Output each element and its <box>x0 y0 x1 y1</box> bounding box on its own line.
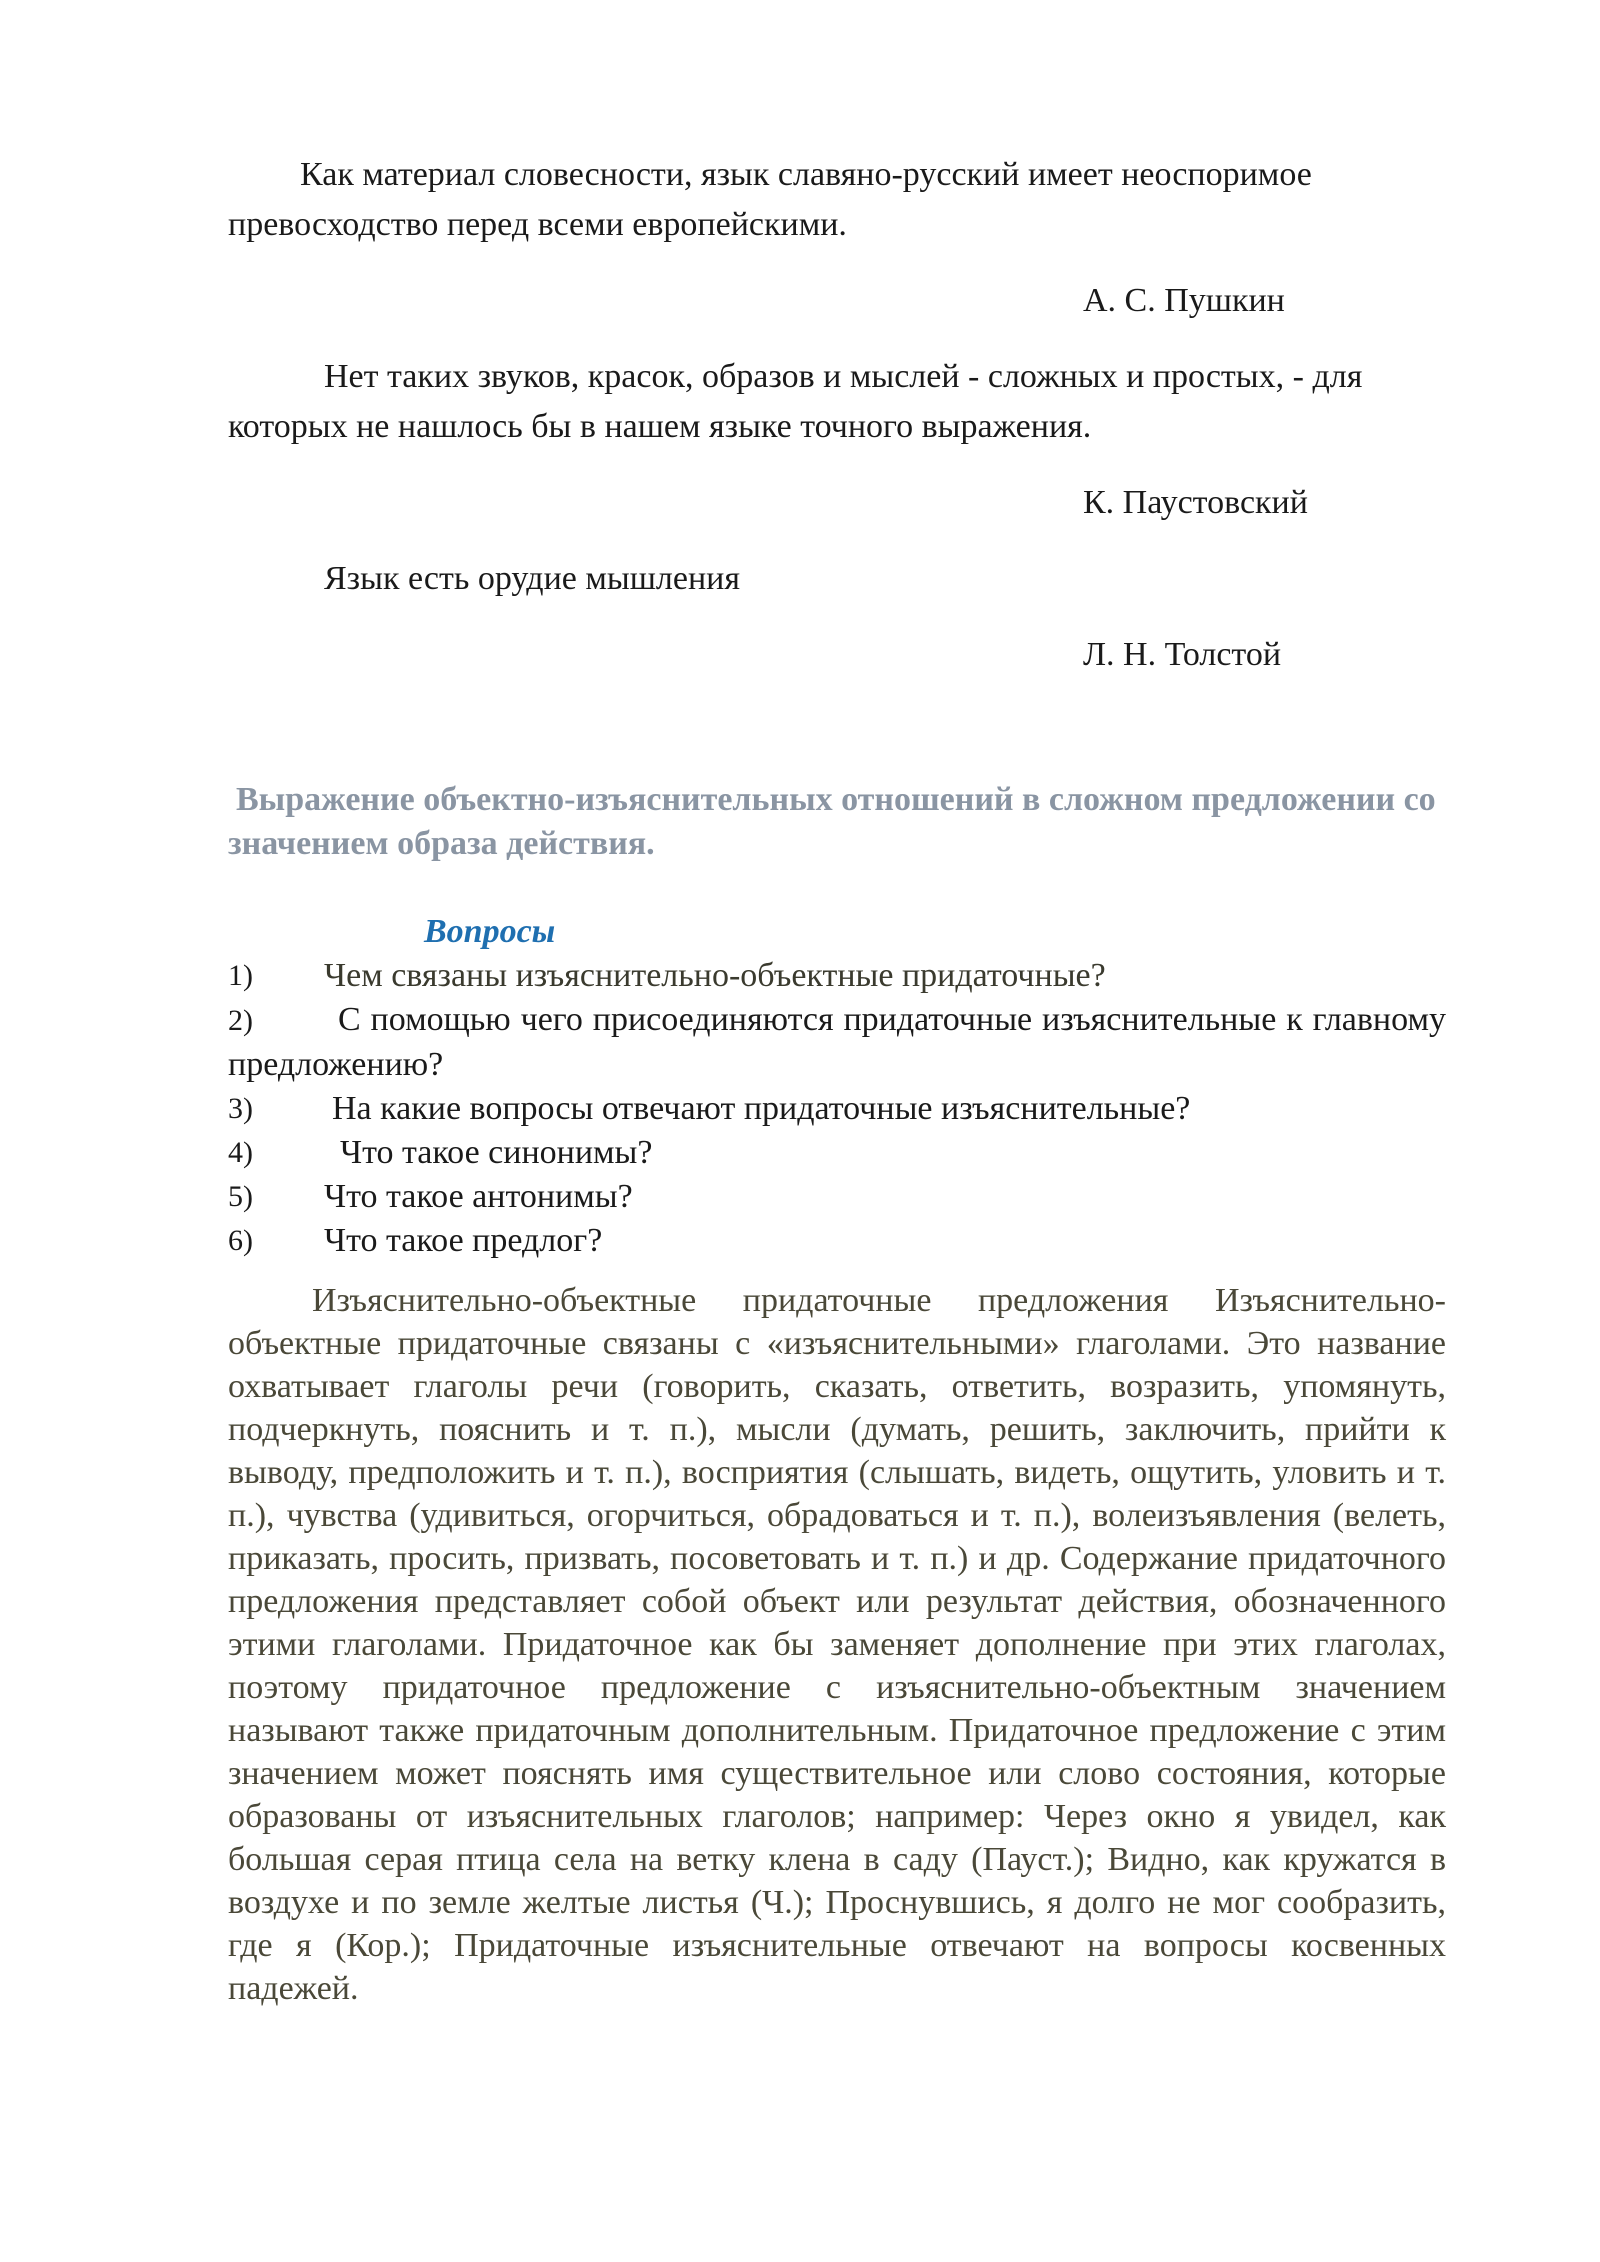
question-number: 6) <box>228 1224 253 1257</box>
question-number: 5) <box>228 1180 253 1213</box>
questions-heading: Вопросы <box>424 913 556 950</box>
section-spacer <box>228 706 1446 778</box>
body-paragraph: Изъяснительно-объектные придаточные предложения Изъяснительно-объектные придаточные связаны с «изъяснительными» глаголами. Это название охватывает глаголы речи (говорить, сказать, ответить, возразить, упомянуть, подчеркнуть, пояснить и т. п.), мысли (думать, решить, заключить, прийти к выводу, предположить и т. п.), восприятия (слышать, видеть, ощутить, уловить и т. п.), чувства (удивиться, огорчиться, обрадоваться и т. п.), волеизъявления (велеть, приказать, просить, призвать, посоветовать и т. п.) и др. Содержание придаточного предложения представляет собой объект или результат действия, обозначенного этими глаголами. Придаточное как бы заменяет дополнение при этих глаголах, поэтому придаточное предложение с изъяснительно-объектным значением называют также придаточным дополнительным. Придаточное предложение с этим значением может пояснять имя существительное или слово состояния, которые образованы от изъяснительных глаголов; например: Через окно я увидел, как большая серая птица села на ветку клена в саду (Пауст.); Видно, как кружатся в воздухе и по земле желтые листья (Ч.); Проснувшись, я долго не мог сообразить, где я (Кор.); Придаточные изъяснительные отвечают на вопросы косвенных падежей. <box>228 1282 1446 2007</box>
epigraph-quote-paustovsky: Нет таких звуков, красок, образов и мыслей - сложных и простых, - для которых не нашлось бы в нашем языке точного выражения. <box>228 358 1363 445</box>
question-item <box>228 1087 1446 1131</box>
question-item <box>228 954 1446 998</box>
epigraph-quote-tolstoy: Язык есть орудие мышления <box>324 560 740 597</box>
question-number: 4) <box>228 1136 253 1169</box>
section-title: Выражение объектно-изъяснительных отношений в сложном предложении со значением образа действия. <box>228 781 1436 862</box>
document-content <box>228 150 1446 2010</box>
question-text: Что такое предлог? <box>324 1222 603 1259</box>
epigraph-author-pushkin: А. С. Пушкин <box>1083 282 1285 319</box>
question-number: 2) <box>228 1004 253 1037</box>
question-item <box>228 998 1446 1087</box>
question-item <box>228 1219 1446 1263</box>
epigraph-author-tolstoy: Л. Н. Толстой <box>1083 636 1282 673</box>
question-text: С помощью чего присоединяются придаточные изъяснительные к главному предложению? <box>228 1001 1446 1083</box>
question-item <box>228 1131 1446 1175</box>
question-number: 1) <box>228 959 253 992</box>
epigraph-author-paustovsky: К. Паустовский <box>1083 484 1308 521</box>
questions-list <box>228 954 1446 1263</box>
question-number: 3) <box>228 1092 253 1125</box>
epigraph-quote-pushkin: Как материал словесности, язык славяно-русский имеет неоспоримое превосходство перед всеми европейскими. <box>228 156 1312 243</box>
question-text: Что такое синонимы? <box>340 1134 653 1171</box>
question-item <box>228 1175 1446 1219</box>
question-text: Чем связаны изъяснительно-объектные придаточные? <box>324 957 1106 994</box>
question-text: Что такое антонимы? <box>324 1178 633 1215</box>
question-text: На какие вопросы отвечают придаточные изъяснительные? <box>332 1090 1191 1127</box>
